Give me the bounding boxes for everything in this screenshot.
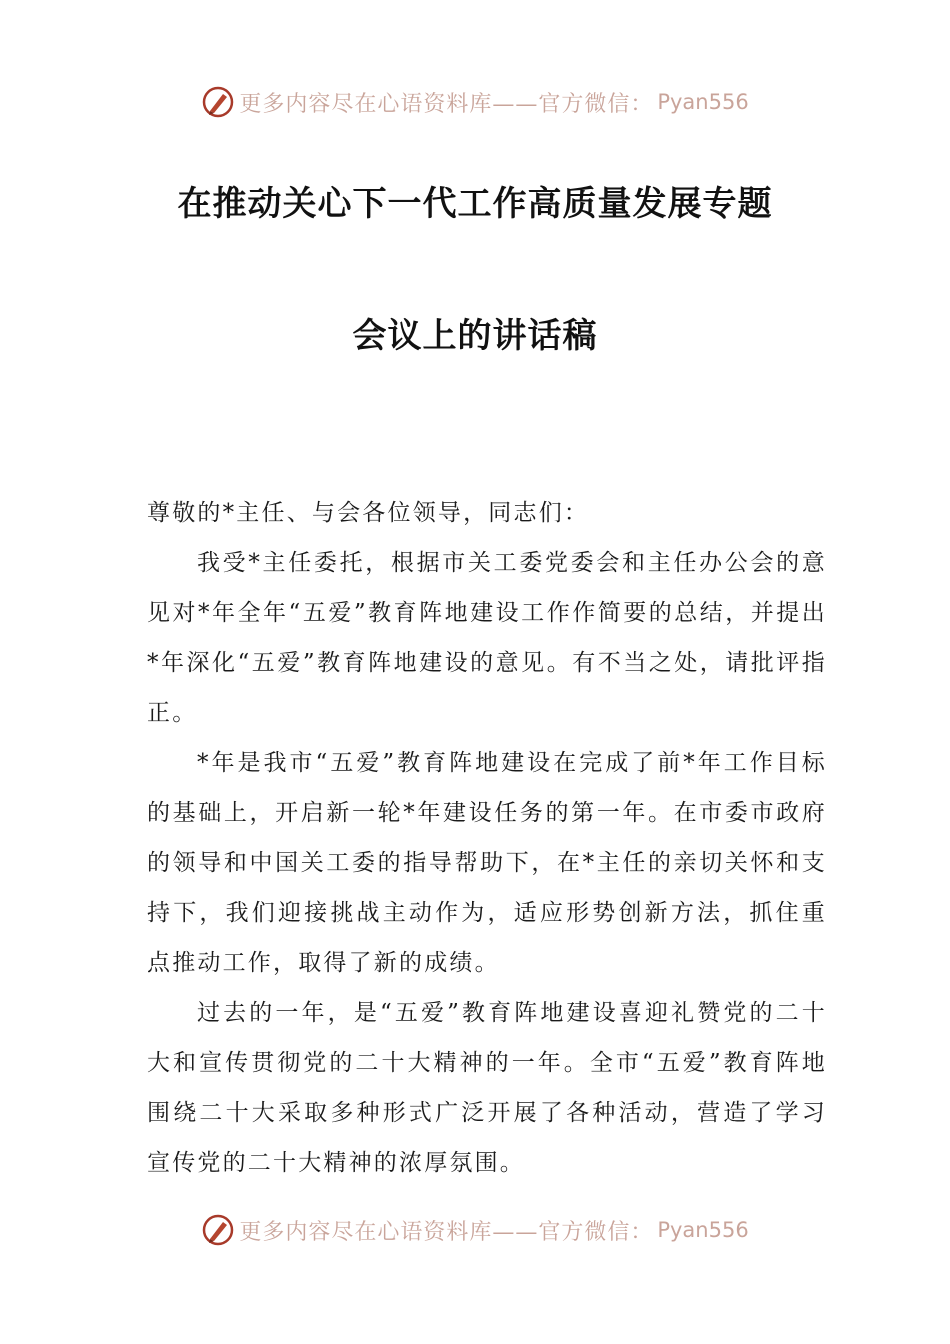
salutation: 尊敬的*主任、与会各位领导，同志们： xyxy=(147,500,590,526)
paragraph: 我受*主任委托，根据市关工委党委会和主任办公会的意见对*年全年“五爱”教育阵地建设工作作简要的总结，并提出*年深化“五爱”教育阵地建设的意见。有不当之处，请批评指正。 xyxy=(147,550,827,726)
watermark-text: 更多内容尽在心语资料库——官方微信： xyxy=(239,1219,654,1245)
watermark-wechat-id: Pyan556 xyxy=(657,90,749,114)
document-title-line-2: 会议上的讲话稿 xyxy=(352,316,598,356)
watermark-banner-bottom xyxy=(0,1210,950,1250)
watermark-banner-top xyxy=(0,82,950,122)
document-body xyxy=(147,488,827,1188)
watermark-text: 更多内容尽在心语资料库——官方微信： xyxy=(239,91,654,117)
paragraph: 过去的一年，是“五爱”教育阵地建设喜迎礼赞党的二十大和宣传贯彻党的二十大精神的一年。全市“五爱”教育阵地围绕二十大采取多种形式广泛开展了各种活动，营造了学习宣传党的二十大精神的浓厚氛围。 xyxy=(147,1000,827,1176)
document-title-line-1: 在推动关心下一代工作高质量发展专题 xyxy=(177,184,773,224)
paragraph: *年是我市“五爱”教育阵地建设在完成了前*年工作目标的基础上，开启新一轮*年建设任务的第一年。在市委市政府的领导和中国关工委的指导帮助下，在*主任的亲切关怀和支持下，我们迎接挑战主动作为，适应形势创新方法，抓住重点推动工作，取得了新的成绩。 xyxy=(147,750,827,976)
pen-logo-icon xyxy=(201,85,235,119)
pen-logo-icon xyxy=(201,1213,235,1247)
watermark-wechat-id: Pyan556 xyxy=(657,1218,749,1242)
